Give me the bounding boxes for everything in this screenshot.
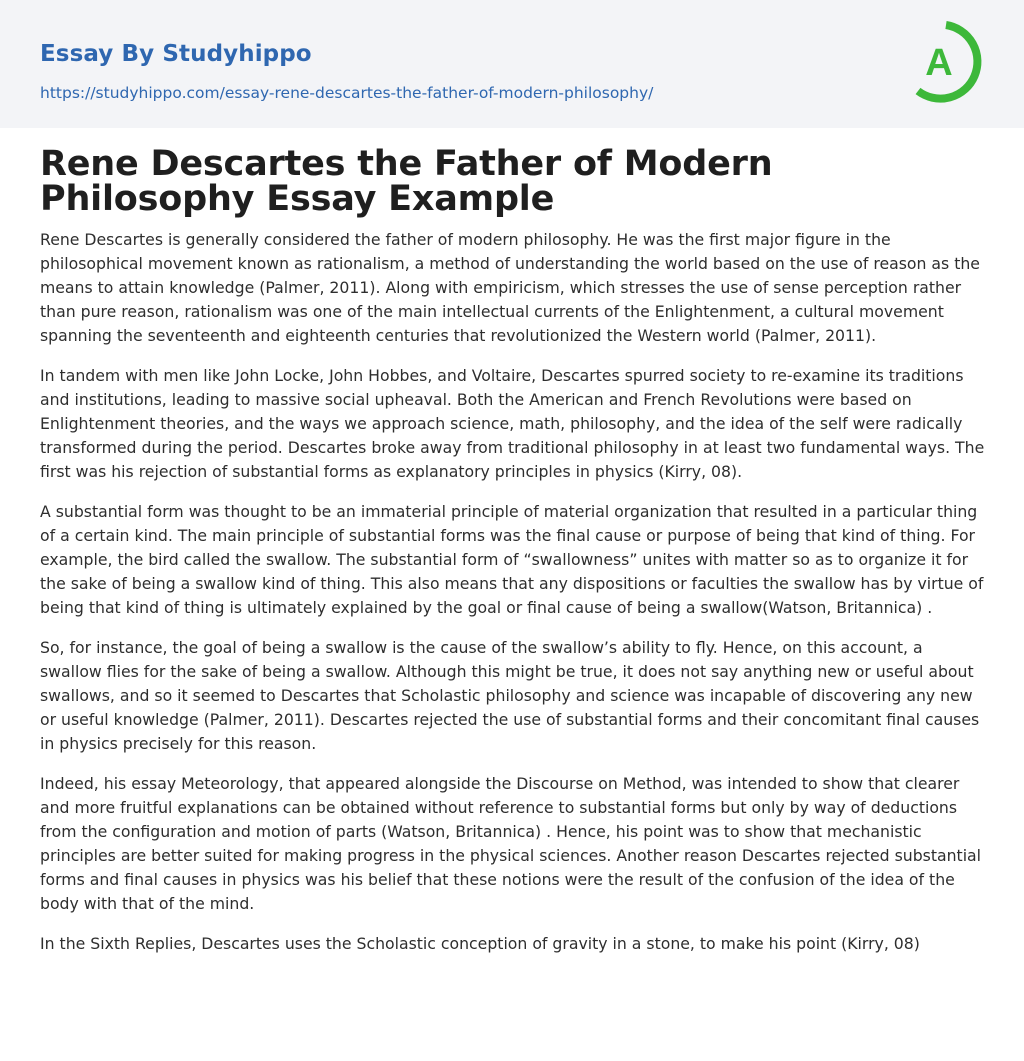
source-url-link[interactable]: https://studyhippo.com/essay-rene-descartes-the-father-of-modern-philosophy/ bbox=[40, 84, 654, 102]
essay-body bbox=[40, 228, 986, 972]
essay-paragraph: A substantial form was thought to be an immaterial principle of material organization that resulted in a particular thing of a certain kind. The main principle of substantial forms was the final cause or purpose of being that kind of thing. For example, the bird called the swallow. The substantial form of “swallowness” unites with matter so as to organize it for the sake of being a swallow kind of thing. This also means that any dispositions or faculties the swallow has by virtue of being that kind of thing is ultimately explained by the goal or final cause of being a swallow(Watson, Britannica) . bbox=[40, 502, 984, 617]
logo-letter: A bbox=[925, 42, 953, 84]
page-title: Rene Descartes the Father of Modern Philosophy Essay Example bbox=[40, 144, 773, 219]
circle-a-logo-icon[interactable] bbox=[912, 18, 988, 106]
essay-paragraph: Indeed, his essay Meteorology, that appeared alongside the Discourse on Method, was intended to show that clearer and more fruitful explanations can be obtained without reference to substantial forms but only by way of deductions from the configuration and motion of parts (Watson, Britannica) . Hence, his point was to show that mechanistic principles are better suited for making progress in the physical sciences. Another reason Descartes rejected substantial forms and final causes in physics was his belief that these notions were the result of the confusion of the idea of the body with that of the mind. bbox=[40, 774, 982, 913]
essay-paragraph: So, for instance, the goal of being a swallow is the cause of the swallow’s ability to fly. Hence, on this account, a swallow flies for the sake of being a swallow. Although this might be true, it does not say anything new or useful about swallows, and so it seemed to Descartes that Scholastic philosophy and science was incapable of discovering any new or useful knowledge (Palmer, 2011). Descartes rejected the use of substantial forms and their concomitant final causes in physics precisely for this reason. bbox=[40, 638, 980, 753]
essay-paragraph: Rene Descartes is generally considered the father of modern philosophy. He was the first major figure in the philosophical movement known as rationalism, a method of understanding the world based on the use of reason as the means to attain knowledge (Palmer, 2011). Along with empiricism, which stresses the use of sense perception rather than pure reason, rationalism was one of the main intellectual currents of the Enlightenment, a cultural movement spanning the seventeenth and eighteenth centuries that revolutionized the Western world (Palmer, 2011). bbox=[40, 230, 980, 345]
essay-paragraph: In tandem with men like John Locke, John Hobbes, and Voltaire, Descartes spurred society to re-examine its traditions and institutions, leading to massive social upheaval. Both the American and French Revolutions were based on Enlightenment theories, and the ways we approach science, math, philosophy, and the idea of the self were radically transformed during the period. Descartes broke away from traditional philosophy in at least two fundamental ways. The first was his rejection of substantial forms as explanatory principles in physics (Kirry, 08). bbox=[40, 366, 985, 481]
brand-name[interactable]: Essay By Studyhippo bbox=[40, 41, 312, 67]
site-header bbox=[0, 0, 1024, 128]
essay-paragraph: In the Sixth Replies, Descartes uses the Scholastic conception of gravity in a stone, to make his point (Kirry, 08) bbox=[40, 934, 920, 953]
